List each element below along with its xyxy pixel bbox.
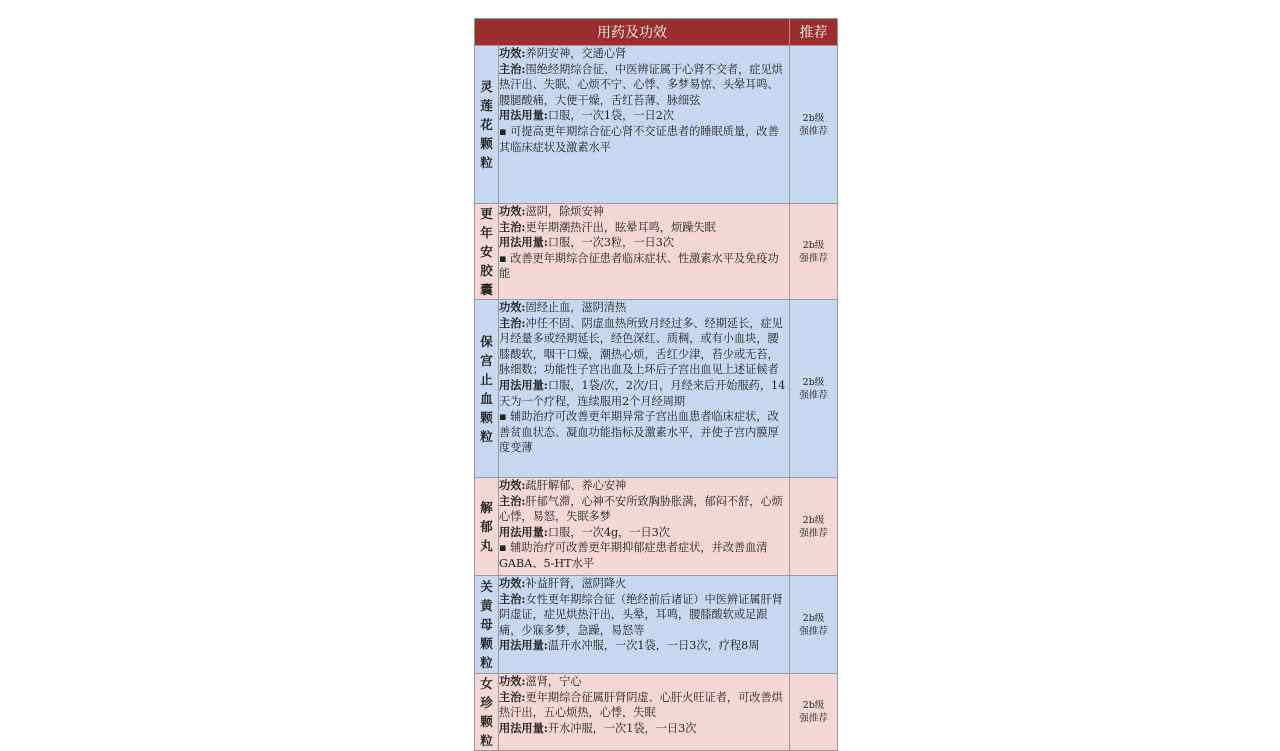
table-row	[475, 300, 838, 478]
drug-details: 功效:滋肾，宁心 主治:更年期综合征属肝肾阴虚、心肝火旺证者，可改善烘热汗出，五心烦热，心悸，失眠 用法用量:开水冲服，一次1袋，一日3次	[499, 674, 790, 751]
recommendation: 2b级 强推荐	[790, 46, 838, 204]
table-row	[475, 204, 838, 300]
recommendation: 2b级 强推荐	[790, 300, 838, 478]
drug-name: 关 黄 母 颗 粒	[475, 576, 499, 674]
drug-details: 功效:养阴安神，交通心肾 主治:围绝经期综合征、中医辨证属于心肾不交者，症见烘热汗出、失眠、心烦不宁、心悸、多梦易惊、头晕耳鸣、腰腿酸痛，大便干燥，舌红苔薄、脉细弦 用法用量:口服，一次1袋，一日2次 ▪ 可提高更年期综合征心肾不交证患者的睡眠质量，改善其临床症状及激素水平	[499, 46, 790, 204]
table-row	[475, 46, 838, 204]
header-drug-effect: 用药及功效	[475, 19, 790, 46]
table-header	[475, 19, 838, 46]
drug-details: 功效:滋阴，除烦安神 主治:更年期潮热汗出，眩晕耳鸣，烦躁失眠 用法用量:口服，一次3粒，一日3次 ▪ 改善更年期综合征患者临床症状、性激素水平及免疫功能	[499, 204, 790, 300]
drug-details: 功效:固经止血，滋阴清热 主治:冲任不固、阴虚血热所致月经过多、经期延长，症见月经量多或经期延长，经色深红、质稠，或有小血块，腰膝酸软，咽干口燥，潮热心烦，舌红少津，苔少或无苔，脉细数；功能性子宫出血及上环后子宫出血见上述证候者 用法用量:口服，1袋/次，2次/日，月经来后开始服药，14天为一个疗程，连续服用2个月经周期 ▪ 辅助治疗可改善更年期异常子宫出血患者临床症状，改善贫血状态、凝血功能指标及激素水平，并使子宫内膜厚度变薄	[499, 300, 790, 478]
recommendation: 2b级 强推荐	[790, 204, 838, 300]
drug-name: 更 年 安 胶 囊	[475, 204, 499, 300]
recommendation: 2b级 强推荐	[790, 576, 838, 674]
note-bullet: ▪ 可提高更年期综合征心肾不交证患者的睡眠质量，改善其临床症状及激素水平	[499, 124, 789, 155]
table-row	[475, 674, 838, 751]
drug-table	[474, 18, 838, 751]
note-bullet: ▪ 改善更年期综合征患者临床症状、性激素水平及免疫功能	[499, 251, 789, 282]
drug-details: 功效:疏肝解郁、养心安神 主治:肝郁气滞，心神不安所致胸胁胀满，郁闷不舒，心烦心悸，易怒，失眠多梦 用法用量:口服，一次4g，一日3次 ▪ 辅助治疗可改善更年期抑郁症患者症状，并改善血清GABA、5-HT水平	[499, 478, 790, 576]
drug-name: 保 宫 止 血 颗 粒	[475, 300, 499, 478]
note-bullet: ▪ 辅助治疗可改善更年期抑郁症患者症状，并改善血清GABA、5-HT水平	[499, 540, 789, 571]
drug-name: 女 珍 颗 粒	[475, 674, 499, 751]
drug-details: 功效:补益肝肾，滋阴降火 主治:女性更年期综合征（绝经前后诸证）中医辨证属肝肾阴虚证，症见烘热汗出，头晕，耳鸣，腰膝酸软或足跟痛，少寐多梦，急躁，易怒等 用法用量:温开水冲服，一次1袋，一日3次，疗程8周	[499, 576, 790, 674]
table-row	[475, 576, 838, 674]
drug-name: 灵 莲 花 颗 粒	[475, 46, 499, 204]
recommendation: 2b级 强推荐	[790, 478, 838, 576]
note-bullet: ▪ 辅助治疗可改善更年期异常子宫出血患者临床症状，改善贫血状态、凝血功能指标及激素水平，并使子宫内膜厚度变薄	[499, 409, 789, 456]
recommendation: 2b级 强推荐	[790, 674, 838, 751]
header-recommendation: 推荐	[790, 19, 838, 46]
drug-name: 解 郁 丸	[475, 478, 499, 576]
table-row	[475, 478, 838, 576]
